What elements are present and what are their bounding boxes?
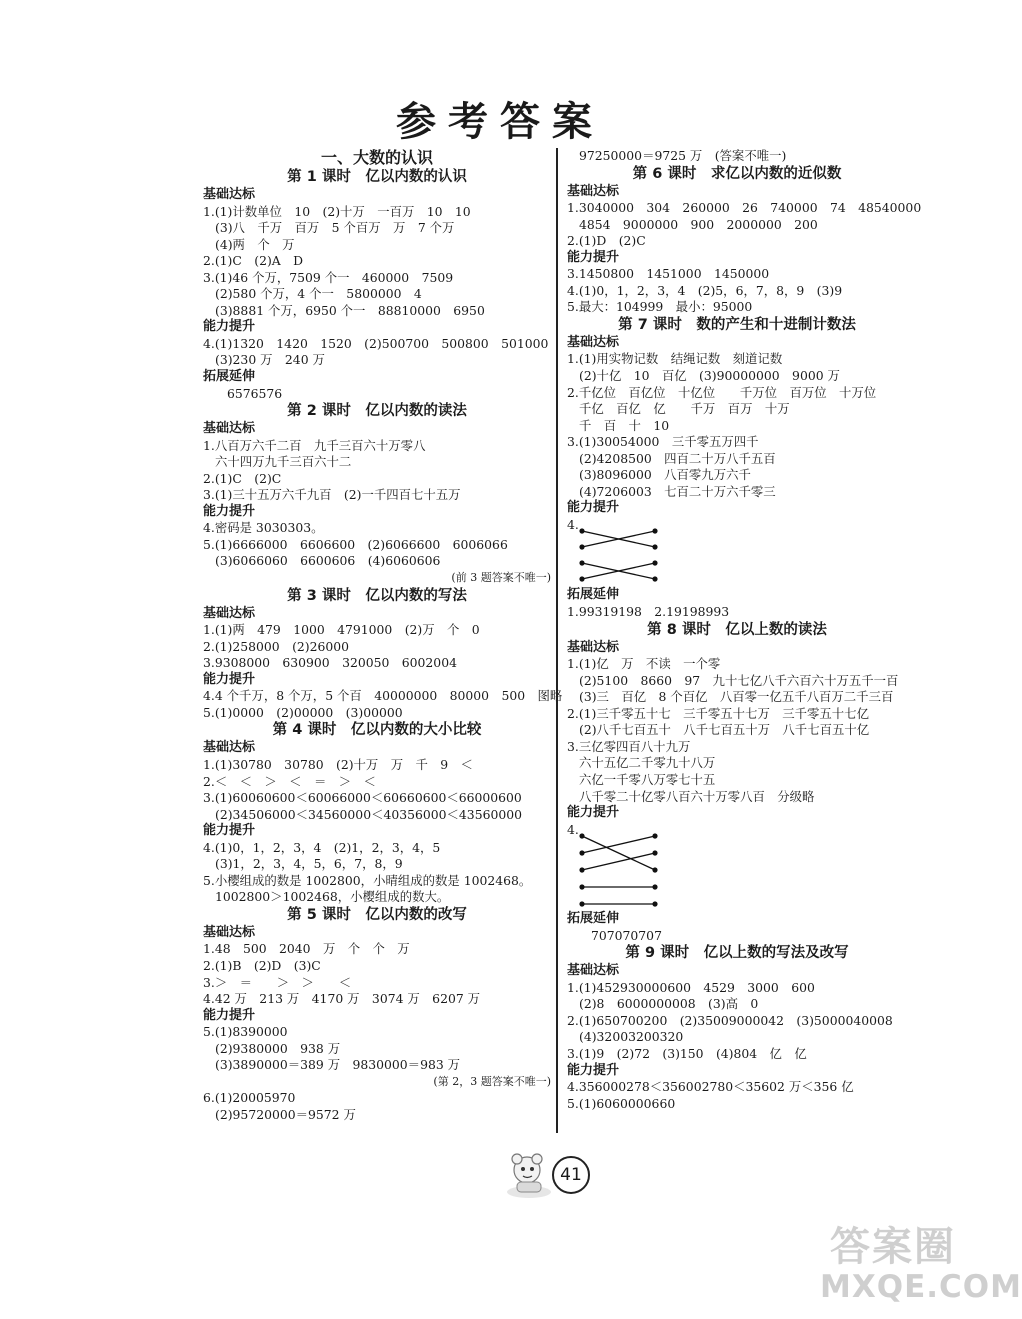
answer-line: 97250000＝9725 万 (答案不唯一)	[579, 148, 787, 163]
answer-line: (4)7206003 七百二十万六千零三	[579, 483, 776, 499]
answer-line: 3.1450800 1451000 1450000	[567, 266, 770, 282]
answer-line: (3)8881 个万，6950 个一 88810000 6950	[215, 302, 485, 318]
page-footer	[505, 1145, 585, 1205]
section-heading: 能力提升	[203, 1007, 256, 1023]
answer-line: 5.(1)8390000	[203, 1024, 288, 1040]
lesson-heading: 第 5 课时 亿以内数的改写	[287, 906, 467, 923]
section-heading: 基础达标	[567, 334, 620, 350]
answer-line: 3.(1)9 (2)72 (3)150 (4)804 亿 亿	[567, 1045, 807, 1061]
answer-line: 2.(1)C (2)C	[203, 470, 282, 486]
lesson-heading: 第 3 课时 亿以内数的写法	[287, 587, 467, 604]
answer-line: 707070707	[591, 927, 662, 943]
answer-line: 4.	[567, 821, 579, 837]
answer-line: (2)4208500 四百二十万八千五百	[579, 450, 776, 466]
answer-line: (4)两 个 万	[215, 236, 295, 252]
answer-line: 4.4 个千万，8 个万，5 个百 40000000 80000 500 图略	[203, 688, 563, 704]
section-heading: 拓展延伸	[203, 369, 256, 385]
lesson-heading: 第 8 课时 亿以上数的读法	[647, 621, 827, 638]
answer-line: 八千零二十亿零八百六十万零八百 分级略	[579, 788, 815, 804]
answer-line: 4.密码是 3030303。	[203, 520, 324, 536]
answer-line: 六十五亿二千零九十八万	[579, 755, 716, 771]
lesson-heading: 第 2 课时 亿以内数的读法	[287, 403, 467, 420]
answer-line: 3.(1)60060600＜60066000＜60660600＜66000600	[203, 790, 522, 806]
answer-line: (3)6066060 6600606 (4)6060606	[215, 553, 441, 569]
lesson-heading: 第 4 课时 亿以内数的大小比较	[272, 722, 482, 739]
answer-line: 千亿 百亿 亿 千万 百万 十万	[579, 401, 790, 417]
answer-line: 4.(1)0，1，2，3，4 (2)5，6，7，8，9 (3)9	[567, 282, 843, 298]
watermark	[820, 1215, 1022, 1310]
answer-line: 2.＜ ＜ ＞ ＜ ＝ ＞ ＜	[203, 773, 376, 789]
answer-line: 1.3040000 304 260000 26 740000 74 48540000	[567, 200, 922, 216]
answer-line: (3)8096000 八百零九万六千	[579, 467, 751, 483]
answer-line: 1.(1)计数单位 10 (2)十万 一百万 10 10	[203, 203, 471, 219]
section-heading: 基础达标	[567, 639, 620, 655]
answer-line: (3)230 万 240 万	[215, 352, 325, 368]
chapter-heading: 一、大数的认识	[320, 148, 433, 167]
section-heading: 能力提升	[203, 671, 256, 687]
answer-line: (2)八千七百五十 八千七百五十万 八千七百五十亿	[579, 722, 870, 738]
mascot-icon	[505, 1150, 553, 1200]
answer-line: 3.三亿零四百八十九万	[567, 738, 691, 754]
answer-line: 5.(1)6060000660	[567, 1095, 676, 1111]
answer-note: (第 2，3 题答案不唯一)	[433, 1074, 551, 1088]
answer-line: (4)32003200320	[579, 1029, 684, 1045]
page-number: 41	[552, 1156, 590, 1194]
answer-line: 2.(1)B (2)D (3)C	[203, 957, 321, 973]
answer-line: 5.小樱组成的数是 1002800，小晴组成的数是 1002468。	[203, 872, 532, 888]
answer-line: 2.千亿位 百亿位 十亿位 千万位 百万位 十万位	[567, 384, 877, 400]
answer-line: 3.(1)三十五万六千九百 (2)一千四百七十五万	[203, 487, 461, 503]
section-heading: 能力提升	[203, 503, 256, 519]
answer-line: 6.(1)20005970	[203, 1090, 296, 1106]
watermark-bottom: MXQE.COM	[820, 1269, 1022, 1305]
section-heading: 基础达标	[203, 924, 256, 940]
answer-line: 4.356000278＜356002780＜35602 万＜356 亿	[567, 1079, 854, 1095]
section-heading: 能力提升	[567, 249, 620, 265]
section-heading: 能力提升	[203, 319, 256, 335]
answer-line: 4.(1)1320 1420 1520 (2)500700 500800 501000	[203, 335, 549, 351]
answer-line: (2)9380000 938 万	[215, 1040, 341, 1056]
right-column	[567, 148, 922, 1112]
left-column	[203, 148, 563, 1123]
answer-line: (2)8 6000000008 (3)高 0	[579, 996, 759, 1012]
answer-line: 1.八百万六千二百 九千三百六十万零八	[203, 437, 426, 453]
answer-line: 5.(1)0000 (2)00000 (3)00000	[203, 704, 403, 720]
section-heading: 能力提升	[567, 500, 620, 516]
lesson-heading: 第 7 课时 数的产生和十进制计数法	[618, 316, 856, 333]
answer-line: 4.42 万 213 万 4170 万 3074 万 6207 万	[203, 991, 481, 1007]
section-heading: 基础达标	[567, 963, 620, 979]
answer-line: 4.	[567, 516, 579, 532]
lesson-heading: 第 6 课时 求亿以内数的近似数	[632, 165, 842, 182]
answer-line: (3)三 百亿 8 个百亿 八百零一亿五千八百万二千三百	[579, 689, 894, 705]
answer-line: 2.(1)三千零五十七 三千零五十七万 三千零五十七亿	[567, 705, 869, 721]
answer-line: 4854 9000000 900 2000000 200	[579, 216, 818, 232]
section-heading: 基础达标	[203, 740, 256, 756]
answer-line: 3.＞ ＝ ＞ ＞ ＜	[203, 974, 352, 990]
answer-line: 3.9308000 630900 320050 6002004	[203, 655, 457, 671]
answer-line: 3.(1)46 个万，7509 个一 460000 7509	[203, 269, 454, 285]
answer-line: (3)1，2，3，4，5，6，7，8，9	[215, 856, 403, 872]
answer-line: 6576576	[227, 385, 283, 401]
match-line	[582, 836, 655, 853]
answer-line: (3)3890000＝389 万 9830000＝983 万	[215, 1057, 461, 1073]
section-heading: 基础达标	[203, 187, 256, 202]
answer-line: 1.(1)亿 万 不读 一个零	[567, 656, 721, 672]
section-heading: 基础达标	[203, 605, 256, 621]
answer-line: 1002800＞1002468，小樱组成的数大。	[215, 889, 450, 905]
answer-line: (3)八 千万 百万 5 个百万 万 7 个万	[215, 220, 455, 236]
answer-line: 5.最大：104999 最小：95000	[567, 299, 753, 315]
answer-line: (2)十亿 10 百亿 (3)90000000 9000 万	[579, 368, 840, 384]
answer-line: 千 百 十 10	[579, 417, 670, 433]
answer-line: 1.(1)452930000600 4529 3000 600	[567, 979, 815, 995]
answer-line: 2.(1)650700200 (2)35009000042 (3)5000040008	[567, 1012, 893, 1028]
match-line	[582, 853, 655, 870]
answer-line: (2)95720000＝9572 万	[215, 1106, 356, 1122]
answer-line: (2)5100 8660 97 九十七亿八千六百六十万五千一百	[579, 672, 899, 688]
answer-line: 1.99319198 2.19198993	[567, 604, 730, 620]
section-heading: 能力提升	[567, 1062, 620, 1078]
answer-line: 1.48 500 2040 万 个 个 万	[203, 941, 410, 957]
answer-line: 1.(1)用实物记数 结绳记数 刻道记数	[567, 351, 783, 367]
section-heading: 能力提升	[567, 805, 620, 821]
lesson-heading: 第 1 课时 亿以内数的认识	[287, 169, 467, 185]
lesson-heading: 第 9 课时 亿以上数的写法及改写	[625, 945, 849, 962]
answer-line: 3.(1)30054000 三千零五万四千	[567, 434, 759, 450]
section-heading: 拓展延伸	[567, 587, 620, 603]
answer-line: 2.(1)D (2)C	[567, 233, 646, 249]
answer-line: 六十四万九千三百六十二	[215, 454, 352, 470]
answer-line: 1.(1)30780 30780 (2)十万 万 千 9 ＜	[203, 756, 473, 772]
column-divider	[556, 148, 558, 1133]
answer-line: 5.(1)6666000 6606600 (2)6066600 6006066	[203, 536, 508, 552]
section-heading: 拓展延伸	[567, 911, 620, 927]
answer-line: 2.(1)258000 (2)26000	[203, 638, 350, 654]
answer-line: 2.(1)C (2)A D	[203, 253, 304, 269]
answer-line: 4.(1)0，1，2，3，4 (2)1，2，3，4，5	[203, 839, 441, 855]
answer-line: 六亿一千零八万零七十五	[579, 771, 716, 787]
section-heading: 能力提升	[203, 823, 256, 839]
answer-note: (前 3 题答案不唯一)	[451, 571, 551, 585]
page-title: 参考答案	[396, 99, 604, 145]
watermark-top: 答案圈	[830, 1224, 956, 1270]
section-heading: 基础达标	[203, 421, 256, 437]
answer-line: (2)580 个万，4 个一 5800000 4	[215, 286, 422, 302]
match-line	[582, 836, 655, 870]
answer-line: 1.(1)两 479 1000 4791000 (2)万 个 0	[203, 622, 480, 638]
answer-line: (2)34506000＜34560000＜40356000＜43560000	[215, 806, 522, 822]
section-heading: 基础达标	[567, 183, 620, 199]
